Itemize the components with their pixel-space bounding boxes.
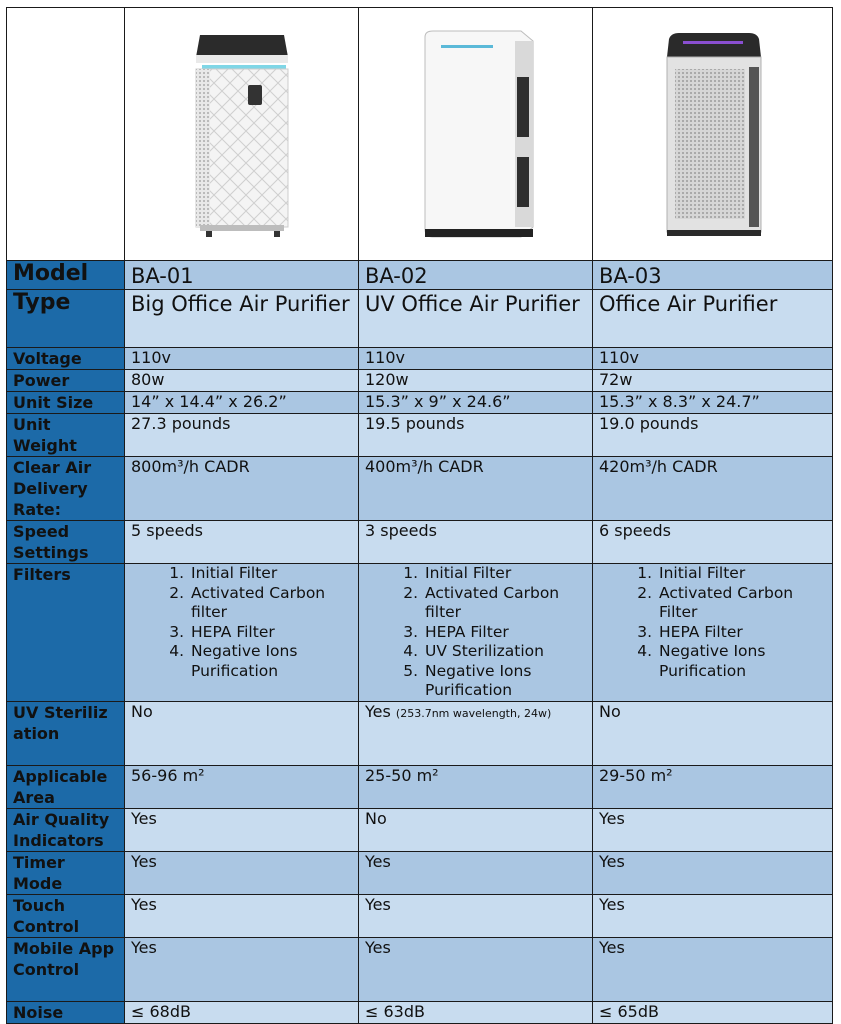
- row-aqi: [7, 808, 833, 851]
- filter-item: 2. Activated Carbon Filter: [657, 584, 826, 623]
- timer-cell: Yes: [593, 851, 833, 894]
- row-voltage: [7, 348, 833, 370]
- filter-item: 5. Negative Ions Purification: [423, 662, 586, 701]
- row-model: [7, 261, 833, 290]
- row-speed: [7, 521, 833, 564]
- filters-cell: [359, 564, 593, 702]
- area-cell: 56-96 m²: [125, 765, 359, 808]
- filter-list: [131, 564, 352, 681]
- mobile-cell: Yes: [125, 937, 359, 1001]
- model-cell: BA-02: [359, 261, 593, 290]
- product-image-ba-03: [593, 8, 833, 261]
- cadr-cell: 400m³/h CADR: [359, 457, 593, 521]
- row-area: [7, 765, 833, 808]
- filter-item: 1. Initial Filter: [423, 564, 586, 584]
- product-image-ba-02: [359, 8, 593, 261]
- row-touch: [7, 894, 833, 937]
- unit-size-cell: 14” x 14.4” x 26.2”: [125, 392, 359, 414]
- model-cell: BA-03: [593, 261, 833, 290]
- row-label: Unit Weight: [7, 414, 125, 457]
- filter-item: 4. Negative Ions Purification: [189, 642, 352, 681]
- row-filters: [7, 564, 833, 702]
- timer-cell: Yes: [125, 851, 359, 894]
- air-purifier-image: [182, 27, 302, 242]
- voltage-cell: 110v: [125, 348, 359, 370]
- filter-list: [599, 564, 826, 681]
- row-power: [7, 370, 833, 392]
- filter-item: 3. HEPA Filter: [423, 623, 586, 643]
- row-unit-size: [7, 392, 833, 414]
- model-cell: BA-01: [125, 261, 359, 290]
- row-timer: [7, 851, 833, 894]
- row-label: Model: [7, 261, 125, 290]
- row-label: Type: [7, 290, 125, 348]
- uv-cell: No: [125, 701, 359, 765]
- uv-value: Yes: [365, 701, 391, 721]
- row-type: [7, 290, 833, 348]
- timer-cell: Yes: [359, 851, 593, 894]
- filter-item: 4. UV Sterilization: [423, 642, 586, 662]
- row-label: UV Sterilization: [7, 701, 125, 765]
- filter-item: 3. HEPA Filter: [189, 623, 352, 643]
- area-cell: 25-50 m²: [359, 765, 593, 808]
- row-label: Power: [7, 370, 125, 392]
- type-cell: UV Office Air Purifier: [359, 290, 593, 348]
- noise-cell: ≤ 68dB: [125, 1001, 359, 1023]
- filters-cell: [125, 564, 359, 702]
- speed-cell: 5 speeds: [125, 521, 359, 564]
- filter-item: 3. HEPA Filter: [657, 623, 826, 643]
- voltage-cell: 110v: [359, 348, 593, 370]
- speed-cell: 3 speeds: [359, 521, 593, 564]
- row-unit-weight: [7, 414, 833, 457]
- power-cell: 80w: [125, 370, 359, 392]
- touch-cell: Yes: [593, 894, 833, 937]
- noise-cell: ≤ 63dB: [359, 1001, 593, 1023]
- row-cadr: [7, 457, 833, 521]
- cadr-cell: 800m³/h CADR: [125, 457, 359, 521]
- unit-weight-cell: 19.0 pounds: [593, 414, 833, 457]
- filter-item: 2. Activated Carbon filter: [189, 584, 352, 623]
- unit-weight-cell: 19.5 pounds: [359, 414, 593, 457]
- air-purifier-image: [411, 27, 541, 242]
- row-label: Unit Size: [7, 392, 125, 414]
- product-image-ba-01: [125, 8, 359, 261]
- voltage-cell: 110v: [593, 348, 833, 370]
- row-mobile: [7, 937, 833, 1001]
- filter-item: 1. Initial Filter: [657, 564, 826, 584]
- row-label: Speed Settings: [7, 521, 125, 564]
- unit-size-cell: 15.3” x 8.3” x 24.7”: [593, 392, 833, 414]
- mobile-cell: Yes: [593, 937, 833, 1001]
- row-label: Noise: [7, 1001, 125, 1023]
- uv-cell: No: [593, 701, 833, 765]
- type-cell: Office Air Purifier: [593, 290, 833, 348]
- air-purifier-image: [653, 27, 773, 242]
- unit-size-cell: 15.3” x 9” x 24.6”: [359, 392, 593, 414]
- row-uv: [7, 701, 833, 765]
- power-cell: 120w: [359, 370, 593, 392]
- cadr-cell: 420m³/h CADR: [593, 457, 833, 521]
- type-cell: Big Office Air Purifier: [125, 290, 359, 348]
- aqi-cell: No: [359, 808, 593, 851]
- touch-cell: Yes: [359, 894, 593, 937]
- filter-item: 2. Activated Carbon filter: [423, 584, 586, 623]
- filter-list: [365, 564, 586, 701]
- row-label: Clear Air Delivery Rate:: [7, 457, 125, 521]
- filters-cell: [593, 564, 833, 702]
- uv-note: (253.7nm wavelength, 24w): [395, 706, 552, 720]
- noise-cell: ≤ 65dB: [593, 1001, 833, 1023]
- power-cell: 72w: [593, 370, 833, 392]
- uv-cell: [359, 701, 593, 765]
- mobile-cell: Yes: [359, 937, 593, 1001]
- row-label: Mobile App Control: [7, 937, 125, 1001]
- row-label: Timer Mode: [7, 851, 125, 894]
- speed-cell: 6 speeds: [593, 521, 833, 564]
- filter-item: 1. Initial Filter: [189, 564, 352, 584]
- row-noise: [7, 1001, 833, 1023]
- row-label: Touch Control: [7, 894, 125, 937]
- aqi-cell: Yes: [593, 808, 833, 851]
- row-label: Air Quality Indicators: [7, 808, 125, 851]
- product-image-row: [7, 8, 833, 261]
- unit-weight-cell: 27.3 pounds: [125, 414, 359, 457]
- filter-item: 4. Negative Ions Purification: [657, 642, 826, 681]
- row-label: Voltage: [7, 348, 125, 370]
- touch-cell: Yes: [125, 894, 359, 937]
- empty-corner-cell: [7, 8, 125, 261]
- aqi-cell: Yes: [125, 808, 359, 851]
- row-label: Applicable Area: [7, 765, 125, 808]
- spec-comparison-table: [6, 7, 833, 1024]
- row-label: Filters: [7, 564, 125, 702]
- area-cell: 29-50 m²: [593, 765, 833, 808]
